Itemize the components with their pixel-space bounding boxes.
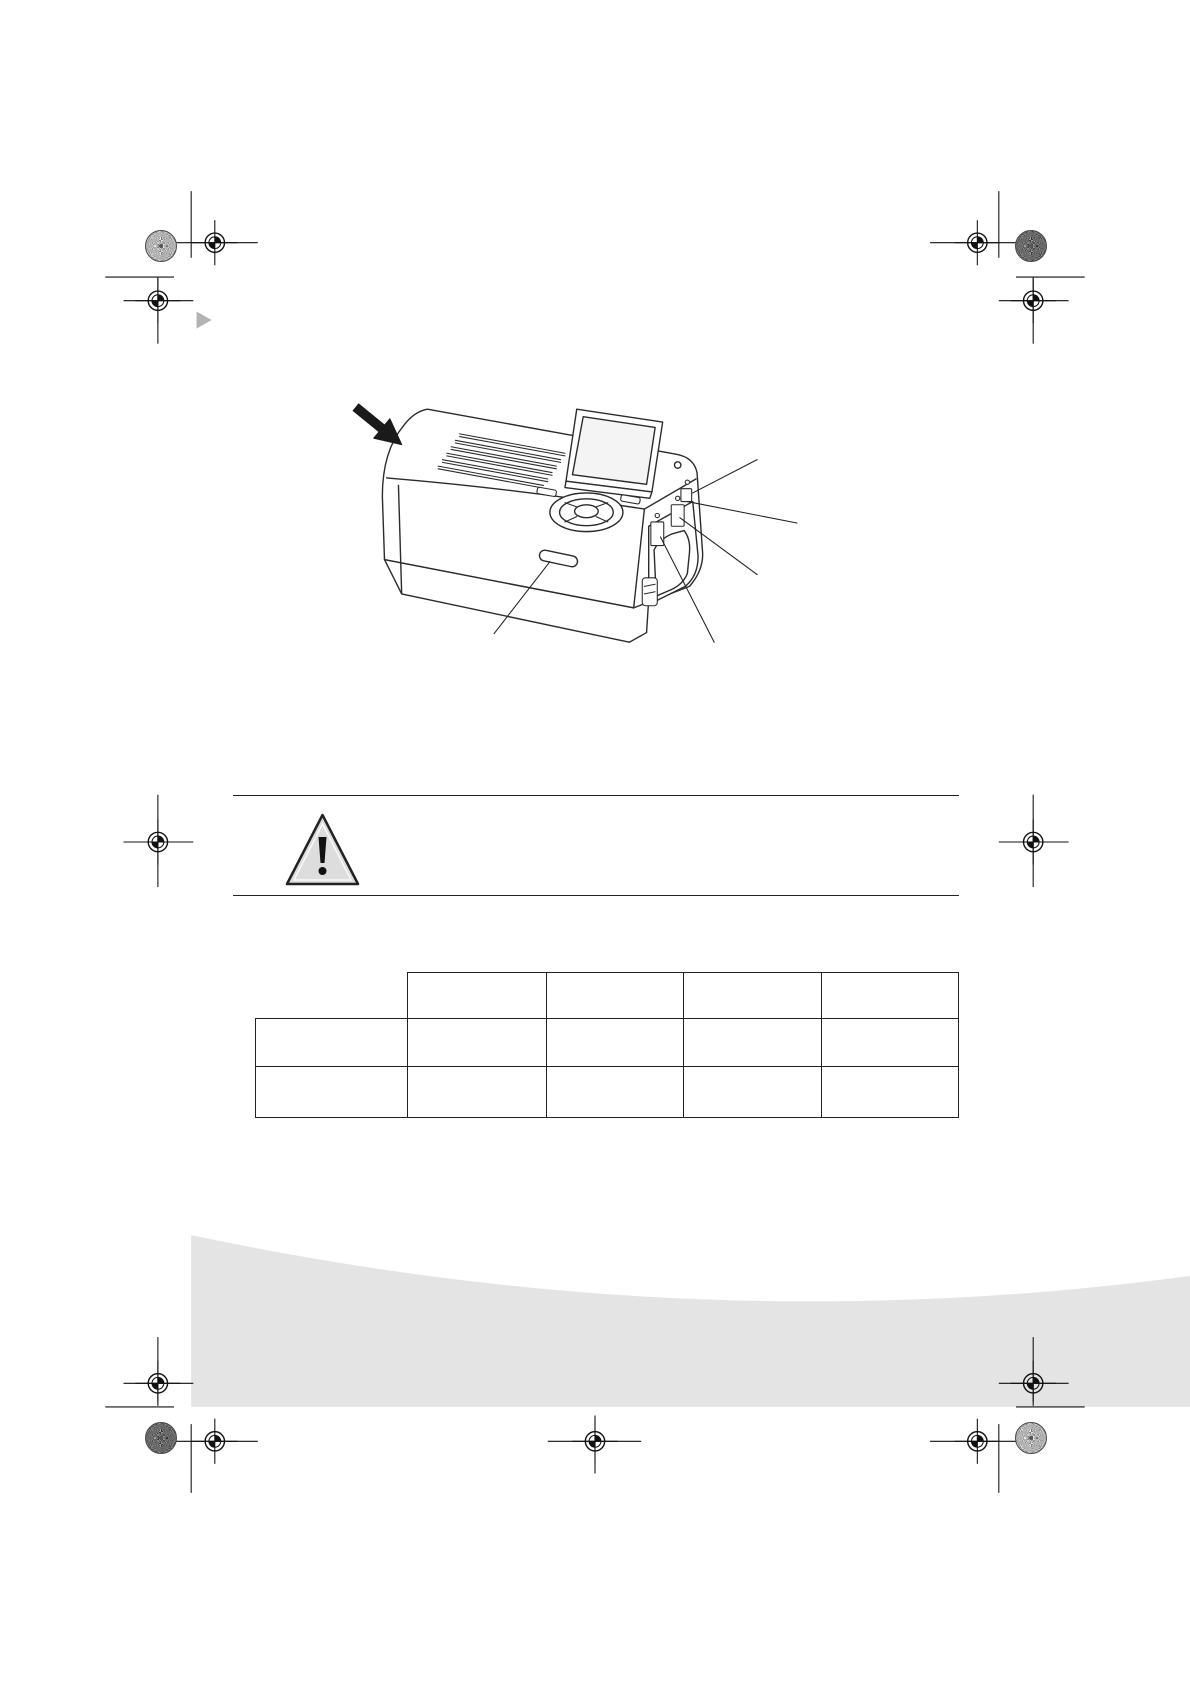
color-target-sunburst-icon bbox=[1015, 230, 1047, 262]
navigation-pad bbox=[550, 493, 623, 532]
table-header-cell bbox=[684, 973, 822, 1019]
registration-crosshair-icon bbox=[572, 1419, 617, 1464]
color-target-sunburst-icon bbox=[145, 1422, 177, 1454]
color-target-sunburst-icon bbox=[145, 230, 177, 262]
arrow-icon bbox=[356, 407, 402, 445]
table-cell bbox=[547, 1019, 684, 1067]
registration-crosshair-icon bbox=[955, 1419, 1000, 1464]
registration-crosshair-icon bbox=[192, 1419, 237, 1464]
registration-crosshair-icon bbox=[135, 278, 180, 323]
table-cell bbox=[684, 1019, 822, 1067]
printer-screen bbox=[565, 409, 663, 498]
printer-illustration bbox=[356, 407, 797, 642]
registration-crosshair-icon bbox=[1011, 819, 1056, 864]
table-header-cell bbox=[256, 973, 408, 1019]
table-cell bbox=[684, 1067, 822, 1118]
printer-power-button bbox=[674, 462, 680, 468]
table-cell bbox=[256, 1019, 408, 1067]
table-header-cell bbox=[547, 973, 684, 1019]
warning-box bbox=[233, 795, 959, 896]
table-header-cell bbox=[822, 973, 959, 1019]
table-cell bbox=[822, 1067, 959, 1118]
registration-crosshair-icon bbox=[955, 220, 1000, 265]
table-header-row bbox=[256, 973, 959, 1019]
table-row bbox=[256, 1019, 959, 1067]
table-cell bbox=[547, 1067, 684, 1118]
table-cell bbox=[408, 1067, 547, 1118]
spec-table-body bbox=[256, 973, 959, 1118]
table-header-cell bbox=[408, 973, 547, 1019]
registration-crosshair-icon bbox=[192, 220, 237, 265]
card-latch bbox=[642, 578, 657, 606]
table-cell bbox=[822, 1019, 959, 1067]
footer-band bbox=[191, 1235, 1190, 1407]
spec-table bbox=[255, 972, 959, 1118]
registration-crosshair-icon bbox=[135, 1361, 180, 1406]
registration-crosshair-icon bbox=[1011, 278, 1056, 323]
callout-line bbox=[687, 502, 797, 523]
table-cell bbox=[408, 1019, 547, 1067]
registration-crosshair-icon bbox=[135, 819, 180, 864]
triangle-right-icon bbox=[197, 311, 212, 328]
color-target-sunburst-icon bbox=[1015, 1422, 1047, 1454]
warning-triangle-icon bbox=[285, 813, 360, 886]
table-cell bbox=[256, 1067, 408, 1118]
table-row bbox=[256, 1067, 959, 1118]
callout-line bbox=[693, 460, 757, 493]
